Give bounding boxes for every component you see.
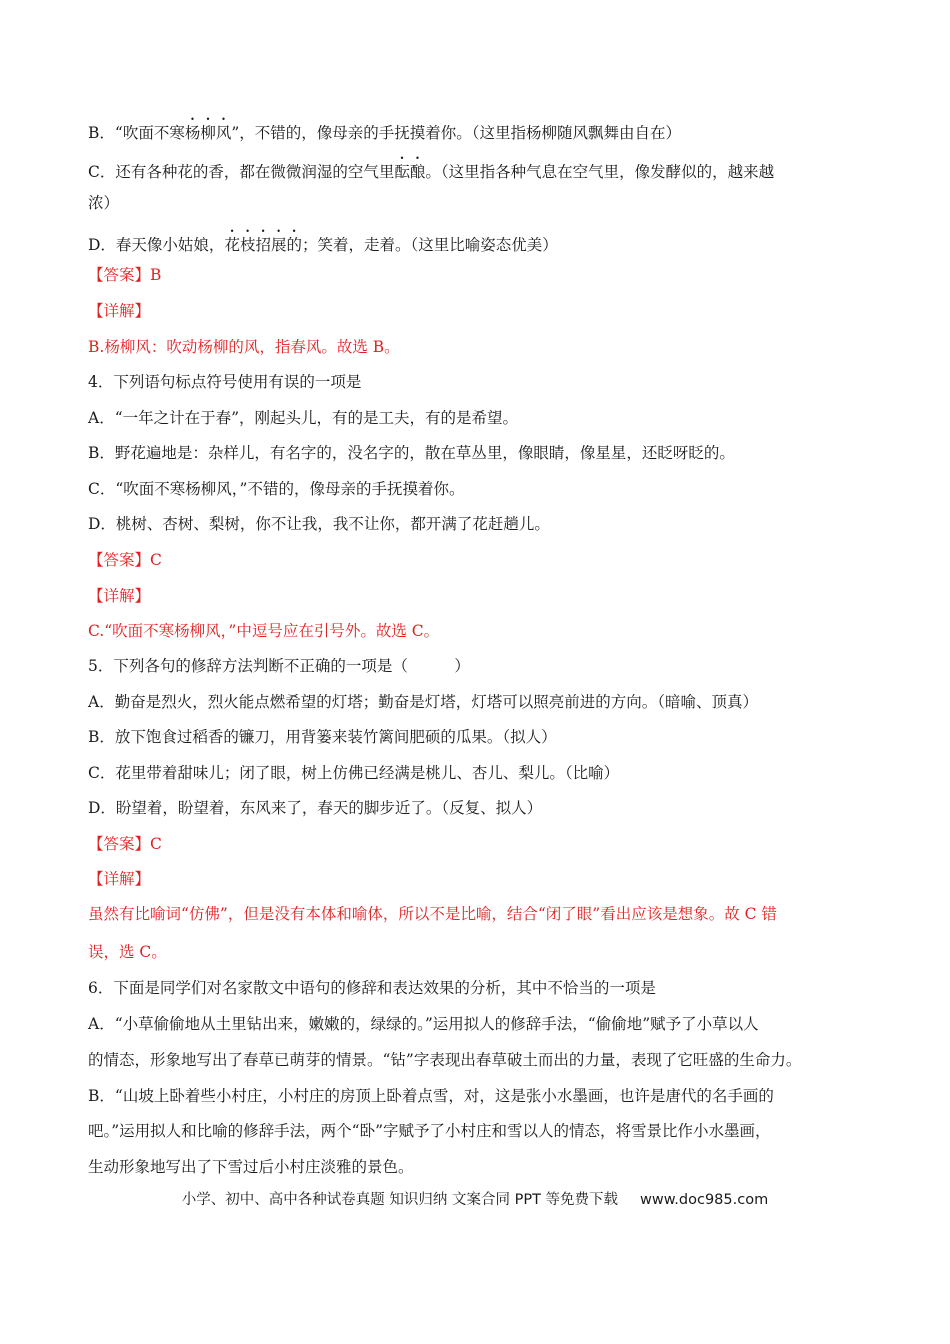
q3-option-b-text: B．“吹面不寒 bbox=[88, 124, 185, 142]
q4-option-c: C．“吹面不寒杨柳风，”不错的，像母亲的手抚摸着你。 bbox=[88, 480, 465, 498]
q4-option-a: A．“一年之计在于春”，刚起头儿，有的是工夫，有的是希望。 bbox=[88, 409, 519, 427]
q5-detail-label: 【详解】 bbox=[88, 870, 151, 888]
q4-stem: 4．下列语句标点符号使用有误的一项是 bbox=[88, 373, 362, 391]
q5-option-c: C．花里带着甜味儿；闭了眼，树上仿佛已经满是桃儿、杏儿、梨儿。（比喻） bbox=[88, 764, 620, 782]
q6-option-b-line-1: B．“山坡上卧着些小村庄，小村庄的房顶上卧着点雪，对，这是张小水墨画，也许是唐代的名手画的 bbox=[88, 1087, 774, 1105]
q4-option-d: D．桃树、杏树、梨树，你不让我，我不让你，都开满了花赶趟儿。 bbox=[88, 515, 550, 533]
q3-option-c bbox=[88, 154, 878, 184]
q4-answer: 【答案】C bbox=[88, 551, 162, 569]
q4-detail-label: 【详解】 bbox=[88, 587, 151, 605]
q3-option-c-cont: 浓） bbox=[88, 194, 120, 212]
q4-detail: C.“吹面不寒杨柳风，”中逗号应在引号外。故选 C。 bbox=[88, 622, 440, 640]
q4-option-b: B．野花遍地是：杂样儿，有名字的，没名字的，散在草丛里，像眼睛，像星星，还眨呀眨的。 bbox=[88, 444, 735, 462]
q3-option-d bbox=[88, 227, 878, 257]
q3-option-d-text-after: ；笑着，走着。（这里比喻姿态优美） bbox=[301, 236, 558, 254]
q5-detail-line-2: 误，选 C。 bbox=[88, 943, 167, 961]
q3-option-d-text: D．春天像小姑娘， bbox=[88, 236, 225, 254]
q5-detail-line-1: 虽然有比喻词“仿佛”，但是没有本体和喻体，所以不是比喻，结合“闭了眼”看出应该是想象。故 C 错 bbox=[88, 905, 777, 923]
page-footer bbox=[0, 1189, 950, 1211]
q5-stem: 5．下列各句的修辞方法判断不正确的一项是（ ） bbox=[88, 657, 470, 675]
q3-detail: B.杨柳风：吹动杨柳的风，指春风。故选 B。 bbox=[88, 338, 400, 356]
q3-option-c-emphasis: 酝酿 bbox=[394, 163, 426, 181]
q5-option-a: A．勤奋是烈火，烈火能点燃希望的灯塔；勤奋是灯塔，灯塔可以照亮前进的方向。（暗喻、顶真） bbox=[88, 693, 758, 711]
q3-detail-label: 【详解】 bbox=[88, 302, 151, 320]
q5-option-d: D．盼望着，盼望着，东风来了，春天的脚步近了。（反复、拟人） bbox=[88, 799, 543, 817]
q6-option-a-line-1: A．“小草偷偷地从土里钻出来，嫩嫩的，绿绿的。”运用拟人的修辞手法，“偷偷地”赋予了小草以人 bbox=[88, 1015, 759, 1033]
footer-url[interactable]: www.doc985.com bbox=[640, 1192, 769, 1208]
q3-option-b-emphasis: 杨柳风 bbox=[184, 124, 232, 142]
q3-answer: 【答案】B bbox=[88, 266, 162, 284]
q3-option-d-emphasis: 花枝招展的 bbox=[224, 236, 302, 254]
q6-option-b-line-3: 生动形象地写出了下雪过后小村庄淡雅的景色。 bbox=[88, 1158, 414, 1176]
q3-option-c-text: C．还有各种花的香，都在微微润湿的空气里 bbox=[88, 163, 395, 181]
q6-option-a-line-2: 的情态，形象地写出了春草已萌芽的情景。“钻”字表现出春草破土而出的力量，表现了它旺盛的生命力。 bbox=[88, 1051, 802, 1069]
q6-stem: 6．下面是同学们对名家散文中语句的修辞和表达效果的分析，其中不恰当的一项是 bbox=[88, 979, 656, 997]
q5-answer: 【答案】C bbox=[88, 835, 162, 853]
q3-option-b bbox=[88, 115, 878, 145]
q6-option-b-line-2: 吧。”运用拟人和比喻的修辞手法，两个“卧”字赋予了小村庄和雪以人的情态，将雪景比作小水墨画， bbox=[88, 1122, 771, 1140]
q3-option-c-text-after: 。（这里指各种气息在空气里，像发酵似的，越来越 bbox=[425, 163, 775, 181]
footer-text: 小学、初中、高中各种试卷真题 知识归纳 文案合同 PPT 等免费下载 bbox=[181, 1192, 619, 1208]
q3-option-b-text-after: ”，不错的，像母亲的手抚摸着你。（这里指杨柳随风飘舞由自在） bbox=[231, 124, 682, 142]
q5-option-b: B．放下饱食过稻香的镰刀，用背篓来装竹篱间肥硕的瓜果。（拟人） bbox=[88, 728, 557, 746]
